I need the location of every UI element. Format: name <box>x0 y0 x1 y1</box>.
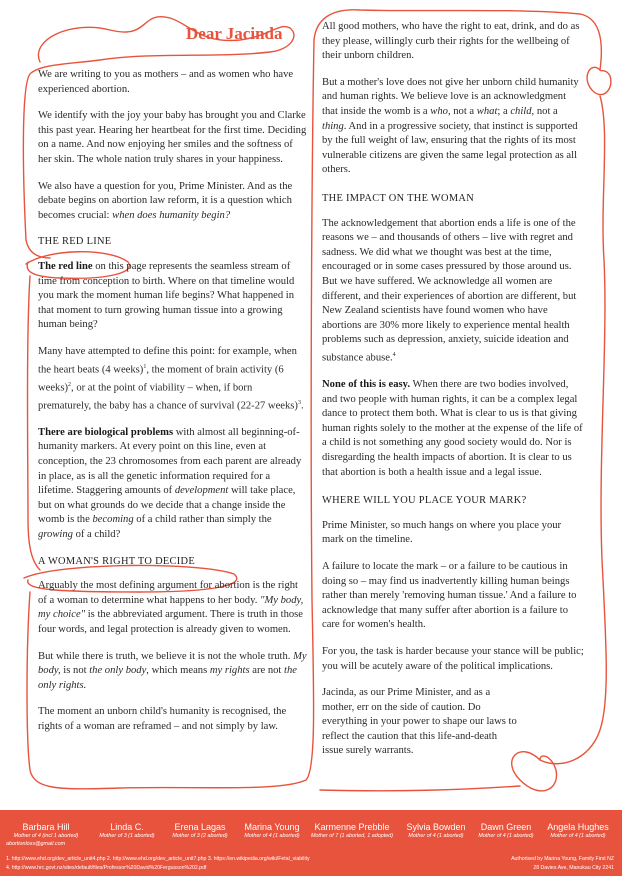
paragraph: But while there is truth, we believe it is not the whole truth. My body, is not the only body, which means my rights are not the only rights. <box>38 650 307 691</box>
contact-email[interactable]: abortionloss@gmail.com <box>6 841 66 847</box>
signatory: Dawn Green Mother of 4 (1 aborted) <box>478 822 534 839</box>
left-column <box>38 68 308 747</box>
paragraph: Jacinda, as our Prime Minister, and as a mother, err on the side of caution. Do everything in your power to shape our laws to reflect the caution that this life-and-death issue surely warrants. <box>322 687 517 757</box>
paragraph: All good mothers, who have the right to eat, drink, and do as they please, willingly curb their rights for the wellbeing of their unborn children. <box>322 21 580 62</box>
section-heading-mark: WHERE WILL YOU PLACE YOUR MARK? <box>322 495 527 507</box>
paragraph: We also have a question for you, Prime Minister. And as the debate begins on abortion law reform, it is a question which becomes crucial: when does humanity begin? <box>38 180 293 221</box>
signatory: Sylvia Bowden Mother of 4 (1 aborted) <box>406 822 466 839</box>
paragraph: The red line on this page represents the seamless stream of time from conception to birth. Where on that timeline would you mark the moment human life begins? What happened in that moment to turn growing human tissue into a growing human being? <box>38 260 295 331</box>
paragraph: The acknowledgement that abortion ends a life is one of the reasons we – and thousands of others – live with regret and sadness. We did what we thought was best at the time, encouraged or in some cases pressured by those around us. But we have suffered. We acknowledge all women are different, and their experiences of abortion are different, but New Zealand scientists have found women who have abortions are 30% more likely to experience mental health problems such as depression, anxiety, suicide ideation and substance abuse.$^4$ <box>322 217 577 364</box>
paragraph: Prime Minister, so much hangs on where you place your mark on the timeline. <box>322 519 562 546</box>
paragraph: Many have attempted to define this point: for example, when the heart beats (4 weeks)$^1$, the moment of brain activity (6 weeks)$^2$, or at the point of viability – when, if born prematurely, the baby has a chance of survival (22-27 weeks)$^3$. <box>38 345 304 412</box>
right-column <box>322 20 584 771</box>
section-heading-impact: THE IMPACT ON THE WOMAN <box>322 192 474 204</box>
paragraph: We are writing to you as mothers – and as women who have experienced abortion. <box>38 69 294 95</box>
paragraph: But a mother's love does not give her unborn child humanity and human rights. We believe love is an acknowledgment that inside the womb is a who, not a what; a child, not a thing. And in a progressive society, that instinct is supported by the full weight of law, ensuring that the rights of its most vulnerable citizens are given the same legal protection as all others. <box>322 76 579 176</box>
signatory: Barbara Hill Mother of 4 (incl 1 aborted) <box>13 822 79 839</box>
signatory: Marina Young Mother of 4 (1 aborted) <box>244 822 300 839</box>
paragraph: For you, the task is harder because your stance will be public; you will be acutely aware of the political implications. <box>322 645 584 672</box>
reference-line: 4. http://www.hrc.govt.nz/sites/default/files/Professor%20David%20Fergusson%202.pdf <box>6 865 207 871</box>
signatory: Karmenne Prebble Mother of 7 (1 aborted, 1 adopted) <box>310 822 394 839</box>
signatory: Erena Lagas Mother of 3 (2 aborted) <box>172 822 228 839</box>
paragraph: There are biological problems with almost all beginning-of-humanity markers. At every point on this line, even at conception, the 23 chromosomes from each parent are already in place, as is all the genetic information required for a lifetime. Staggering amounts of development will take place, but on what grounds do we decide that a change inside the womb is the becoming of a child rather than simply the growing of a child? <box>38 426 302 541</box>
footer-banner <box>0 810 622 876</box>
section-heading-red-line: THE RED LINE <box>38 236 112 248</box>
signatory: Angela Hughes Mother of 4 (1 aborted) <box>547 822 609 839</box>
paragraph: The moment an unborn child's humanity is recognised, the rights of a woman are reframed – and not simply by law. <box>38 706 287 732</box>
paragraph: None of this is easy. When there are two bodies involved, and two people with human rights, it can be a complex legal dance to protect them both. What is clear to us is that giving human rights solely to the mother at the expense of the life of a child is not something any good society would do. Nor is disregarding the health impacts of abortion. It is clear to us that abortion is both a health issue and a legal issue. <box>322 379 583 478</box>
signatory: Linda C. Mother of 3 (1 aborted) <box>99 822 155 839</box>
reference-line: 1. http://www.ehd.org/dev_article_unit4.php 2. http://www.ehd.org/dev_article_unit7.php 3. https://en.wikipedia.org/wiki/Fetal_viability <box>6 856 310 862</box>
authorised-address: 28 Davies Ave, Manukau City 2241 <box>533 865 614 871</box>
paragraph: A failure to locate the mark – or a failure to be cautious in doing so – may find us inadvertently killing human beings rather than merely 'removing human tissue.' And a failure to acknowledge that many suffer after abortion is a failure to care for women's health. <box>322 560 577 631</box>
authorised-by: Authorised by Marina Young, Family First NZ <box>511 856 614 862</box>
paragraph: Arguably the most defining argument for abortion is the right of a woman to determine what happens to her body. "My body, my choice" is the abbreviated argument. There is truth in those four words, and legal protection is already given to women. <box>38 580 304 635</box>
section-heading-womans-right: A WOMAN'S RIGHT TO DECIDE <box>38 555 195 567</box>
paragraph: We identify with the joy your baby has brought you and Clarke this past year. Hearing her heartbeat for the first time. Deciding on a name. And now enjoying her smiles and the softness of her skin. The whole nation truly shares in your happiness. <box>38 110 307 165</box>
letter-title: Dear Jacinda <box>186 24 283 43</box>
